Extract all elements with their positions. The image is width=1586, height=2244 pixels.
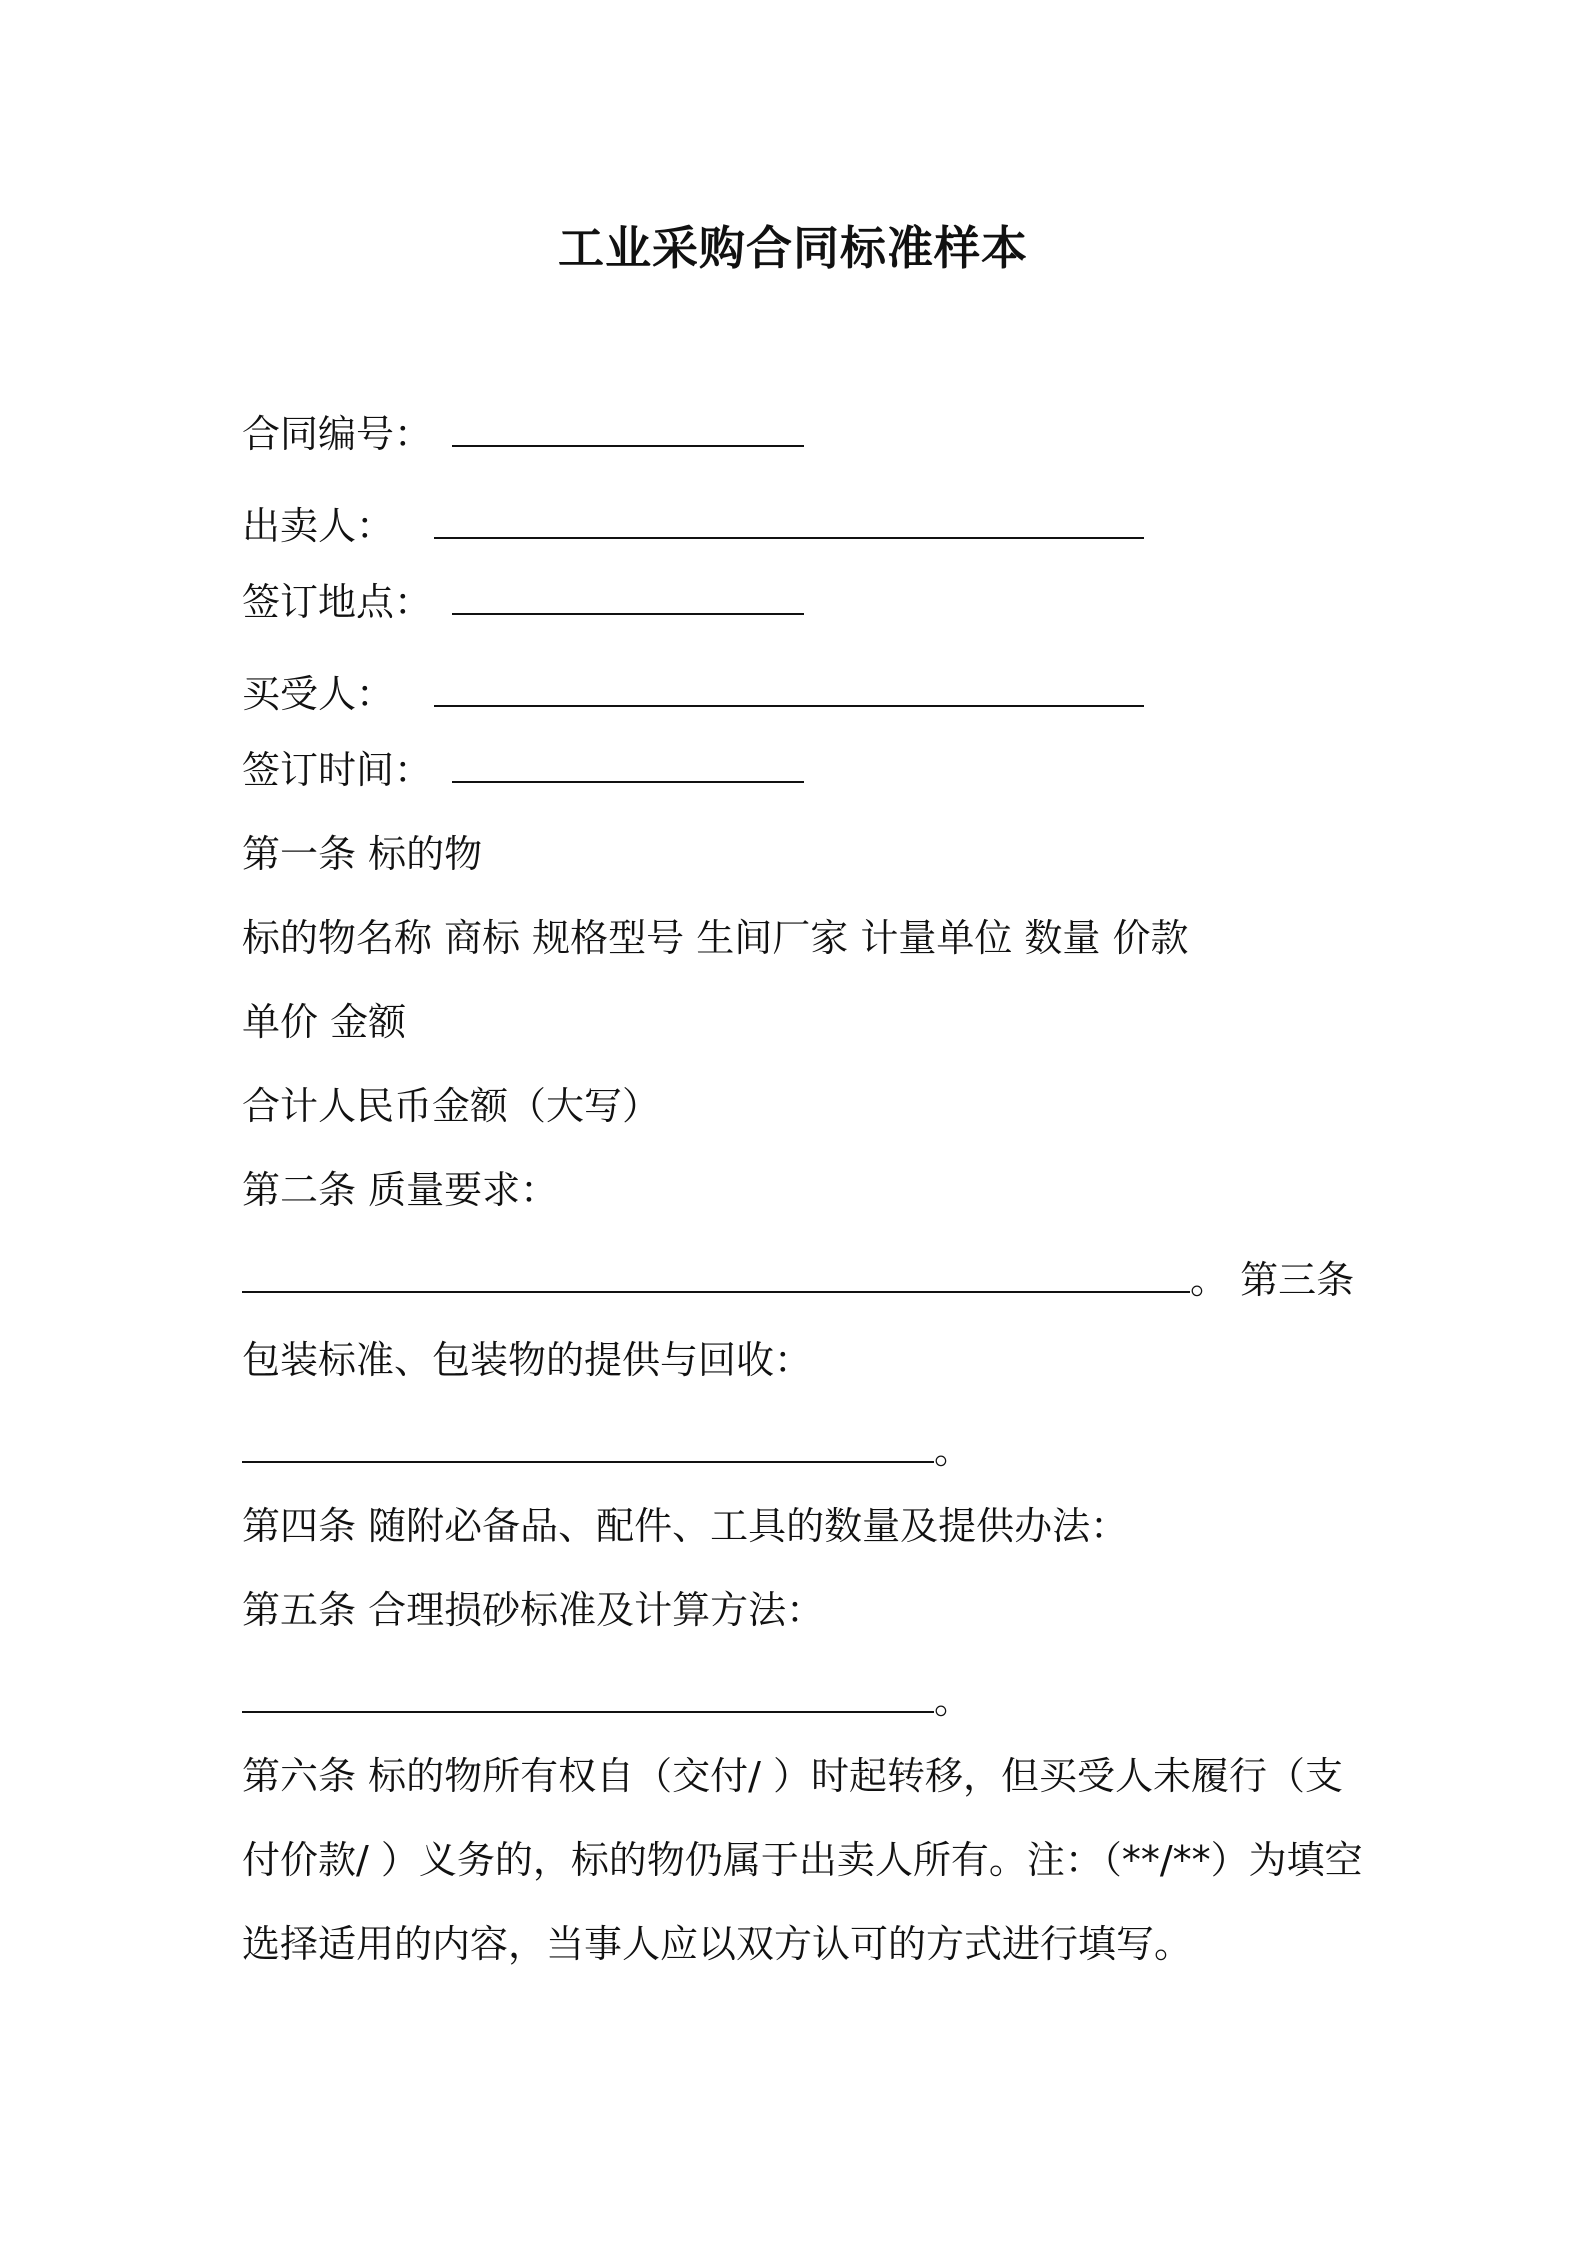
seller-blank[interactable] bbox=[434, 503, 1144, 539]
article1-columns-row2: 单价 金额 bbox=[242, 1000, 407, 1044]
sign-place-label: 签订地点： bbox=[242, 580, 433, 624]
article5-blank-row bbox=[242, 1676, 972, 1724]
contract-number-row bbox=[242, 410, 804, 458]
contract-number-label: 合同编号： bbox=[242, 412, 433, 456]
article5-heading: 第五条 合理损砂标准及计算方法： bbox=[242, 1588, 825, 1632]
article3-line-end: 。 bbox=[934, 1428, 973, 1472]
article5-line-end: 。 bbox=[934, 1678, 973, 1722]
buyer-label: 买受人： bbox=[242, 672, 395, 716]
article1-columns-row1: 标的物名称 商标 规格型号 生间厂家 计量单位 数量 价款 bbox=[242, 916, 1189, 960]
article3-blank[interactable] bbox=[242, 1427, 934, 1463]
seller-label: 出卖人： bbox=[242, 504, 395, 548]
article4-heading: 第四条 随附必备品、配件、工具的数量及提供办法： bbox=[242, 1504, 1129, 1548]
article6-line2: 付价款/ ）义务的，标的物仍属于出卖人所有。注：（**/**）为填空 bbox=[242, 1838, 1363, 1882]
sign-time-label: 签订时间： bbox=[242, 748, 433, 792]
article6-line3: 选择适用的内容，当事人应以双方认可的方式进行填写。 bbox=[242, 1922, 1193, 1966]
article3-blank-row bbox=[242, 1426, 972, 1474]
sign-place-row bbox=[242, 578, 804, 626]
article2-heading: 第二条 质量要求： bbox=[242, 1168, 559, 1212]
document-title: 工业采购合同标准样本 bbox=[558, 221, 1028, 275]
article6-line1: 第六条 标的物所有权自（交付/ ）时起转移，但买受人未履行（支 bbox=[242, 1754, 1343, 1798]
buyer-row bbox=[242, 670, 1144, 718]
sign-time-row bbox=[242, 746, 804, 794]
article1-total: 合计人民币金额（大写） bbox=[242, 1084, 661, 1128]
seller-row bbox=[242, 502, 1144, 550]
contract-number-blank[interactable] bbox=[452, 411, 804, 447]
sign-time-blank[interactable] bbox=[452, 747, 804, 783]
article1-heading: 第一条 标的物 bbox=[242, 832, 483, 876]
buyer-blank[interactable] bbox=[434, 671, 1144, 707]
article2-line-end: 。 第三条 bbox=[1190, 1258, 1355, 1302]
article5-blank[interactable] bbox=[242, 1677, 934, 1713]
article2-blank-row bbox=[242, 1256, 1354, 1304]
article3-heading: 包装标准、包装物的提供与回收： bbox=[242, 1338, 813, 1382]
sign-place-blank[interactable] bbox=[452, 579, 804, 615]
article2-blank[interactable] bbox=[242, 1257, 1190, 1293]
